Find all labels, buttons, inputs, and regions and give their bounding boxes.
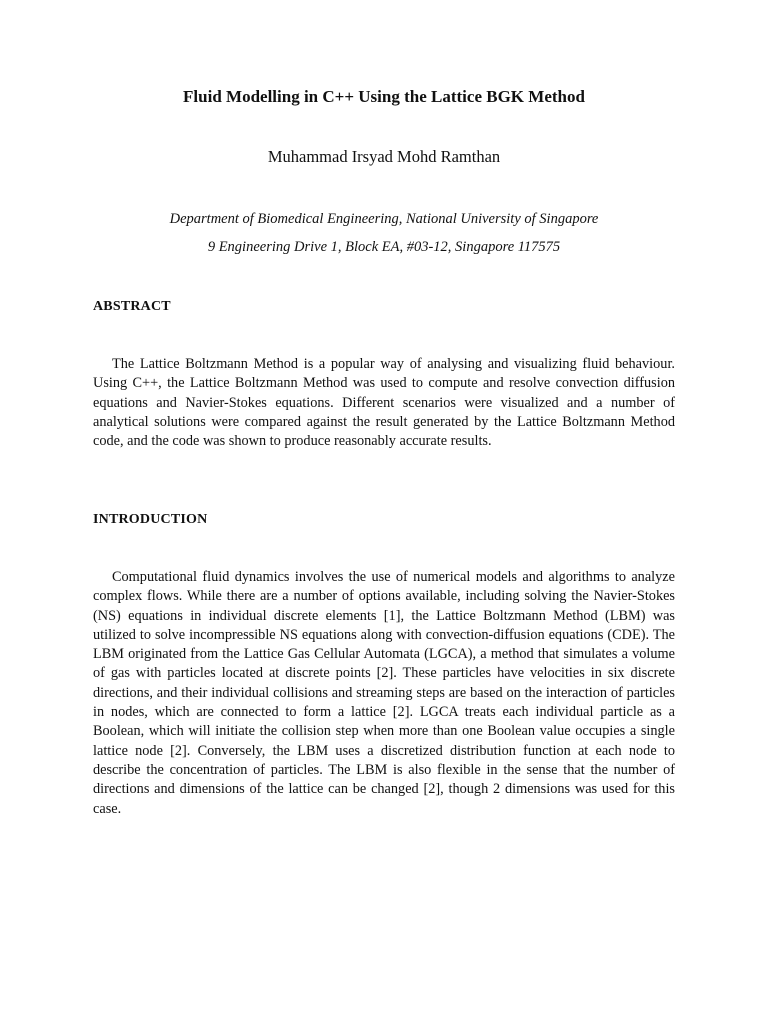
affiliation-address: 9 Engineering Drive 1, Block EA, #03-12, Singapore 117575 — [207, 239, 561, 255]
abstract-paragraph: The Lattice Boltzmann Method is a popular way of analysing and visualizing fluid behaviour. Using C++, the Lattice Boltzmann Method was used to compute and resolve convection diffusion equations and Navier-Stokes equations. Different scenarios were visualized and a number of analytical solutions were compared against the result generated by the Lattice Boltzmann Method code, and the code was shown to produce reasonably accurate results. — [93, 356, 675, 450]
introduction-paragraph: Computational fluid dynamics involves the use of numerical models and algorithms to analyze complex flows. While there are a number of options available, including solving the Navier-Stokes (NS) equations in individual discrete elements [1], the Lattice Boltzmann Method (LBM) was utilized to solve incompressible NS equations along with convection-diffusion equations (CDE). The LBM originated from the Lattice Gas Cellular Automata (LGCA), a method that simulates a volume of gas with particles located at discrete points [2]. These particles have velocities in six discrete directions, and their individual collisions and streaming steps are based on the interaction of particles in nodes, which are connected to form a lattice [2]. LGCA treats each individual particle as a Boolean, which will initiate the collision step when more than one Boolean value occupies a single lattice node [2]. Conversely, the LBM uses a discretized distribution function at each node to describe the concentration of particles. The LBM is also flexible in the sense that the number of directions and dimensions of the lattice can be changed [2], though 2 dimensions was used for this case. — [93, 569, 675, 817]
paper-title: Fluid Modelling in C++ Using the Lattice BGK Method — [183, 87, 585, 106]
abstract-heading: ABSTRACT — [93, 299, 171, 314]
author-name: Muhammad Irsyad Mohd Ramthan — [267, 147, 501, 166]
introduction-heading: INTRODUCTION — [93, 512, 208, 527]
affiliation-department: Department of Biomedical Engineering, National University of Singapore — [169, 211, 599, 227]
